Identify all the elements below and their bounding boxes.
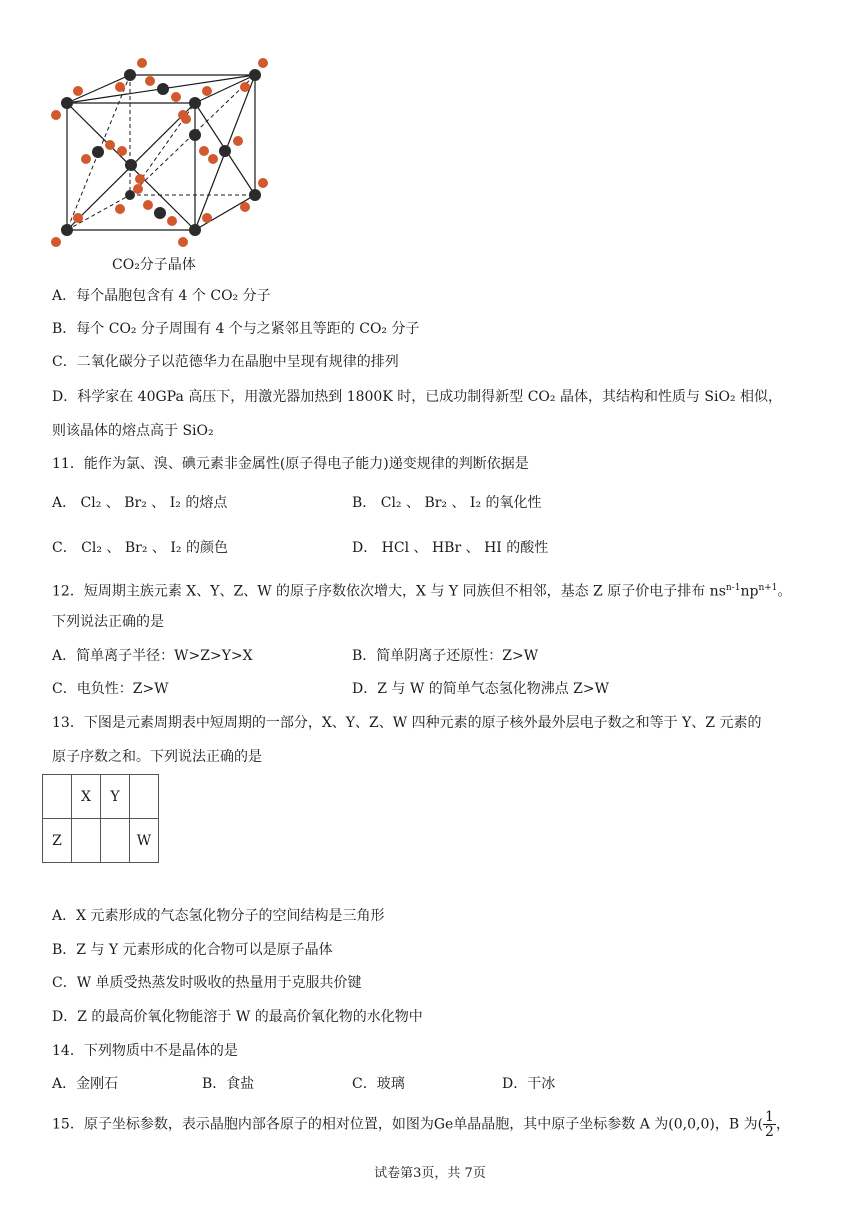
- q12-stem-text: 12．短周期主族元素 X、Y、Z、W 的原子序数依次增大，X 与 Y 同族但不相邻，基态 Z 原子价电子排布 ns: [52, 583, 726, 600]
- q10-option-b: B．每个 CO₂ 分子周围有 4 个与之紧邻且等距的 CO₂ 分子: [52, 321, 420, 337]
- figure-caption: CO₂分子晶体: [112, 257, 196, 273]
- q11-option-b: B． Cl₂ 、 Br₂ 、 I₂ 的氧化性: [352, 495, 542, 511]
- carbon-atoms: [61, 69, 261, 236]
- q15-stem-text: 15．原子坐标参数，表示晶胞内部各原子的相对位置，如图为Ge单晶晶胞，其中原子坐标参数 A 为(0,0,0)，B 为(: [52, 1116, 764, 1133]
- table-cell: W: [130, 819, 159, 863]
- table-cell: X: [72, 775, 101, 819]
- table-cell: [72, 819, 101, 863]
- page-footer: 试卷第3页，共 7页: [374, 1166, 486, 1181]
- q12-stem-line1: [52, 578, 792, 602]
- q12-option-c: C．电负性：Z>W: [52, 681, 169, 697]
- q12-sup1: n-1: [725, 583, 741, 593]
- periodic-table-fragment: [42, 774, 159, 863]
- fraction-one-half: $\frac{1}{2}$: [765, 1109, 774, 1140]
- q15-stem: [52, 1110, 790, 1139]
- q14-option-b: B．食盐: [202, 1076, 255, 1092]
- q10-option-c: C．二氧化碳分子以范德华力在晶胞中呈现有规律的排列: [52, 354, 399, 370]
- q14-stem: 14．下列物质中不是晶体的是: [52, 1043, 238, 1059]
- q10-option-d-line1: D．科学家在 40GPa 高压下，用激光器加热到 1800K 时，已成功制得新型 CO₂ 晶体，其结构和性质与 SiO₂ 相似，: [52, 389, 783, 405]
- q12-option-a: A．简单离子半径：W>Z>Y>X: [52, 648, 253, 664]
- table-cell: Z: [43, 819, 72, 863]
- q13-stem-line1: 13．下图是元素周期表中短周期的一部分，X、Y、Z、W 四种元素的原子核外最外层电子数之和等于 Y、Z 元素的: [52, 715, 762, 731]
- q10-option-a: A．每个晶胞包含有 4 个 CO₂ 分子: [52, 288, 271, 304]
- q11-option-a: A． Cl₂ 、 Br₂ 、 I₂ 的熔点: [52, 495, 228, 511]
- q14-option-d: D．干冰: [502, 1076, 556, 1092]
- q13-option-c: C．W 单质受热蒸发时吸收的热量用于克服共价键: [52, 975, 362, 991]
- q13-stem-line2: 原子序数之和。下列说法正确的是: [52, 749, 262, 765]
- table-row: [43, 775, 159, 819]
- q10-option-d-line2: 则该晶体的熔点高于 SiO₂: [52, 423, 214, 439]
- co2-unit-cell-diagram: [50, 55, 275, 250]
- q14-option-a: A．金刚石: [52, 1076, 119, 1092]
- q13-option-a: A．X 元素形成的气态氢化物分子的空间结构是三角形: [52, 908, 385, 924]
- table-cell: [130, 775, 159, 819]
- q11-option-c: C． Cl₂ 、 Br₂ 、 I₂ 的颜色: [52, 540, 228, 556]
- table-cell: Y: [101, 775, 130, 819]
- q13-option-d: D．Z 的最高价氧化物能溶于 W 的最高价氧化物的水化物中: [52, 1009, 423, 1025]
- q12-stem-line2: 下列说法正确的是: [52, 614, 164, 630]
- table-row: [43, 819, 159, 863]
- q12-sup2: n+1: [758, 583, 778, 593]
- table-cell: [43, 775, 72, 819]
- q12-end: 。: [777, 583, 792, 600]
- q12-option-d: D．Z 与 W 的简单气态氢化物沸点 Z>W: [352, 681, 609, 697]
- q12-option-b: B．简单阴离子还原性：Z>W: [352, 648, 539, 664]
- q13-option-b: B．Z 与 Y 元素形成的化合物可以是原子晶体: [52, 942, 333, 958]
- q11-stem: 11．能作为氯、溴、碘元素非金属性(原子得电子能力)递变规律的判断依据是: [52, 456, 529, 472]
- co2-crystal-figure: [50, 55, 275, 250]
- q15-tail: ，: [775, 1116, 790, 1133]
- table-cell: [101, 819, 130, 863]
- q12-np: np: [740, 583, 759, 600]
- q11-option-d: D． HCl 、 HBr 、 HI 的酸性: [352, 540, 549, 556]
- q14-option-c: C．玻璃: [352, 1076, 405, 1092]
